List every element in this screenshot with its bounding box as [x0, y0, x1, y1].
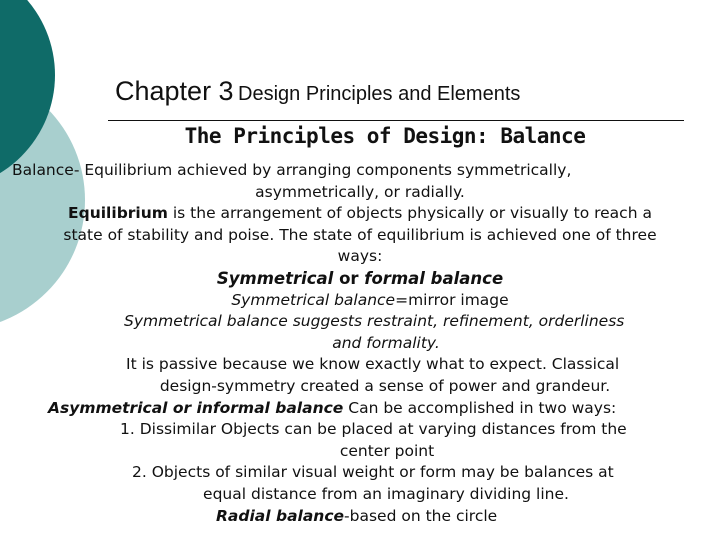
text-run: state of stability and poise. The state of equilibrium is achieved one of three — [63, 225, 657, 244]
text-run: design-symmetry created a sense of power and grandeur. — [159, 376, 611, 395]
text-line — [8, 290, 712, 312]
text-run: Symmetrical balance suggests restraint, refinement, orderliness — [124, 312, 625, 331]
subtitle-text: The Principles of Design: Balance — [184, 124, 586, 148]
text-run: asymmetrically, or radially. — [255, 182, 465, 201]
text-run: It is passive because we know exactly what to expect. Classical — [126, 355, 620, 374]
header-divider — [108, 120, 684, 121]
term-balance: Balance — [12, 161, 74, 179]
text-line — [8, 419, 712, 441]
text-line — [8, 225, 712, 247]
text-run: formal balance — [364, 268, 504, 288]
term-equilibrium: Equilibrium — [68, 204, 168, 223]
text-run: and formality. — [332, 333, 440, 352]
section-heading-radial — [8, 506, 712, 528]
text-run: - Equilibrium achieved by arranging components symmetrically, — [73, 161, 572, 179]
text-line — [8, 311, 712, 333]
text-run: Radial balance — [216, 506, 345, 525]
text-line — [8, 441, 712, 463]
text-run: 1. Dissimilar Objects can be placed at varying distances from the — [120, 420, 627, 439]
text-run: ways: — [337, 247, 383, 266]
text-run: Symmetrical — [216, 268, 334, 288]
text-run: Can be accomplished in two ways: — [343, 398, 617, 417]
section-heading-asymmetrical — [8, 398, 712, 420]
text-line — [8, 246, 712, 268]
text-line — [8, 203, 712, 225]
section-heading-symmetrical — [8, 268, 712, 290]
text-run: center point — [339, 441, 435, 460]
text-run: 2. Objects of similar visual weight or form may be balances at — [132, 463, 614, 482]
text-line — [8, 354, 712, 376]
slide-body — [8, 160, 712, 527]
text-run: -based on the circle — [344, 506, 498, 525]
text-line — [8, 484, 712, 506]
text-line — [8, 182, 712, 204]
text-run: is the arrangement of objects physically or visually to reach a — [167, 204, 652, 223]
text-run: or — [333, 268, 365, 288]
text-line — [8, 333, 712, 355]
text-run: =mirror image — [395, 290, 509, 309]
text-line — [8, 376, 712, 398]
text-line — [8, 462, 712, 484]
text-line — [8, 160, 712, 182]
text-run: equal distance from an imaginary dividing line. — [203, 484, 569, 503]
chapter-title: Design Principles and Elements — [238, 83, 521, 105]
chapter-header — [115, 76, 520, 107]
text-run: Symmetrical balance — [231, 290, 396, 309]
slide-subtitle — [0, 124, 720, 148]
chapter-label: Chapter 3 — [115, 76, 234, 106]
text-run: Asymmetrical or informal balance — [48, 398, 344, 417]
